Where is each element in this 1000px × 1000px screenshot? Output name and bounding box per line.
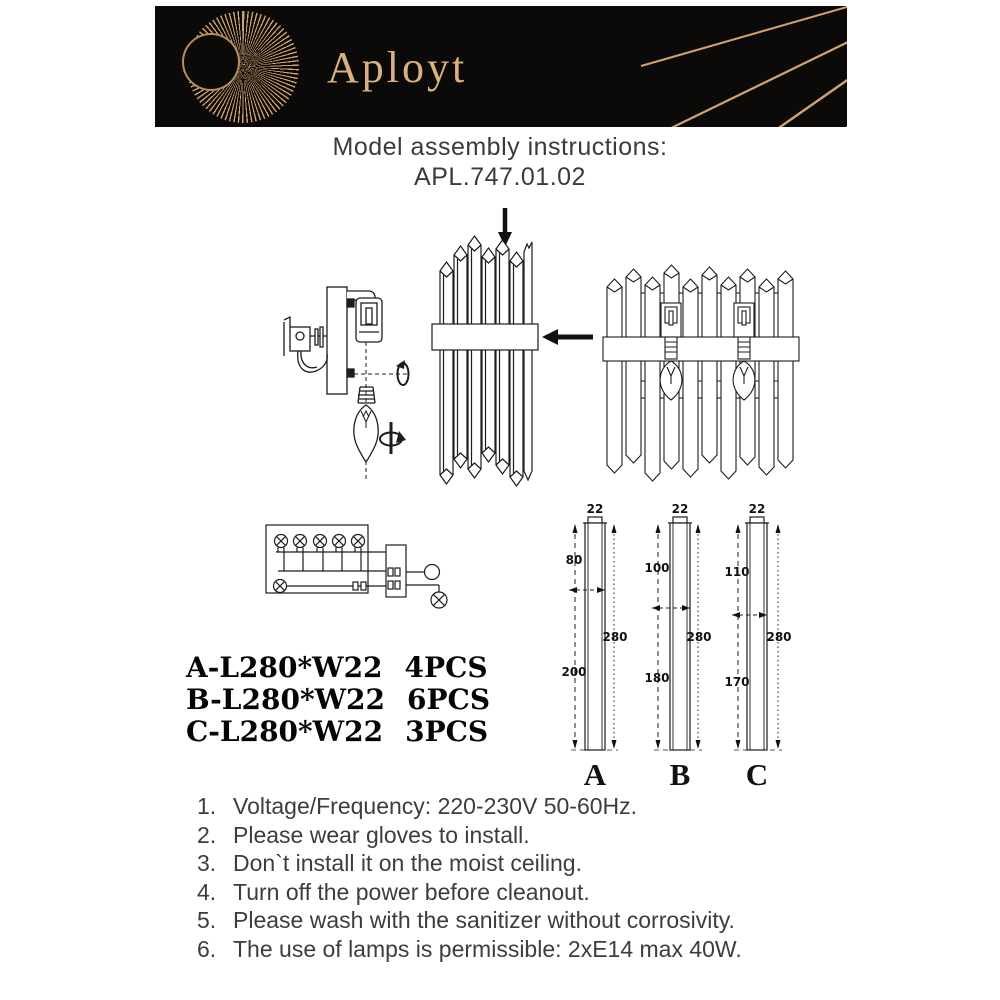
lamp-symbol bbox=[314, 535, 327, 572]
assembled-front-view-drawing bbox=[601, 263, 805, 493]
instructions-list bbox=[197, 792, 742, 963]
brand-banner bbox=[155, 6, 847, 127]
parts-row: A-L280*W22 4PCS bbox=[186, 651, 488, 684]
switch-symbol bbox=[425, 565, 440, 580]
instruction-item: 6. The use of lamps is permissible: 2xE14 max 40W. bbox=[197, 935, 742, 962]
svg-text:22: 22 bbox=[671, 502, 689, 516]
wiring-diagram bbox=[256, 512, 456, 634]
instruction-item: 5. Please wash with the sanitizer without corrosivity. bbox=[197, 907, 735, 933]
parts-list bbox=[186, 652, 490, 748]
insert-down-arrow-icon bbox=[498, 208, 512, 247]
svg-text:A: A bbox=[583, 757, 607, 792]
lamp-symbol bbox=[333, 535, 346, 572]
svg-text:170: 170 bbox=[724, 675, 750, 689]
svg-text:100: 100 bbox=[644, 561, 670, 575]
page-title bbox=[150, 132, 850, 192]
rotate-vertical-axis-icon bbox=[380, 422, 406, 454]
dimension-drawings bbox=[548, 500, 803, 795]
lamp-symbol bbox=[431, 592, 447, 608]
parts-row: B-L280*W22 6PCS bbox=[186, 683, 491, 716]
svg-text:180: 180 bbox=[644, 671, 670, 685]
svg-text:22: 22 bbox=[586, 502, 604, 516]
svg-text:280: 280 bbox=[766, 630, 792, 644]
svg-text:80: 80 bbox=[565, 553, 583, 567]
svg-text:C: C bbox=[745, 757, 769, 792]
insert-left-arrow-icon bbox=[542, 329, 593, 345]
corner-rays-icon bbox=[155, 6, 847, 127]
instruction-item: 4. Turn off the power before cleanout. bbox=[197, 878, 590, 905]
svg-text:200: 200 bbox=[561, 665, 587, 679]
model-number: APL.747.01.02 bbox=[414, 163, 586, 191]
rotate-horizontal-axis-icon bbox=[396, 360, 409, 385]
lamp-symbol bbox=[275, 535, 288, 572]
dimension-panel-a bbox=[561, 502, 627, 792]
svg-text:110: 110 bbox=[724, 565, 750, 579]
svg-text:22: 22 bbox=[748, 502, 766, 516]
svg-text:280: 280 bbox=[602, 630, 628, 644]
brand-logo-text: Aployt bbox=[327, 43, 468, 92]
dimension-panel-c bbox=[724, 502, 791, 792]
title-line1: Model assembly instructions: bbox=[332, 133, 668, 161]
lamp-symbol bbox=[294, 535, 307, 572]
instruction-item: 2. Please wear gloves to install. bbox=[197, 821, 530, 848]
parts-row: C-L280*W22 3PCS bbox=[186, 715, 489, 748]
svg-text:280: 280 bbox=[686, 630, 712, 644]
svg-text:B: B bbox=[669, 757, 691, 792]
instruction-item: 1. Voltage/Frequency: 220-230V 50-60Hz. bbox=[197, 793, 638, 819]
crystal-shade-drawing bbox=[430, 202, 600, 502]
mounting-side-view-drawing bbox=[270, 270, 430, 485]
lamp-symbol bbox=[352, 535, 365, 572]
instruction-item: 3. Don`t install it on the moist ceiling. bbox=[197, 850, 582, 876]
dimension-panel-b bbox=[644, 502, 711, 792]
lamp-symbol bbox=[274, 580, 287, 593]
